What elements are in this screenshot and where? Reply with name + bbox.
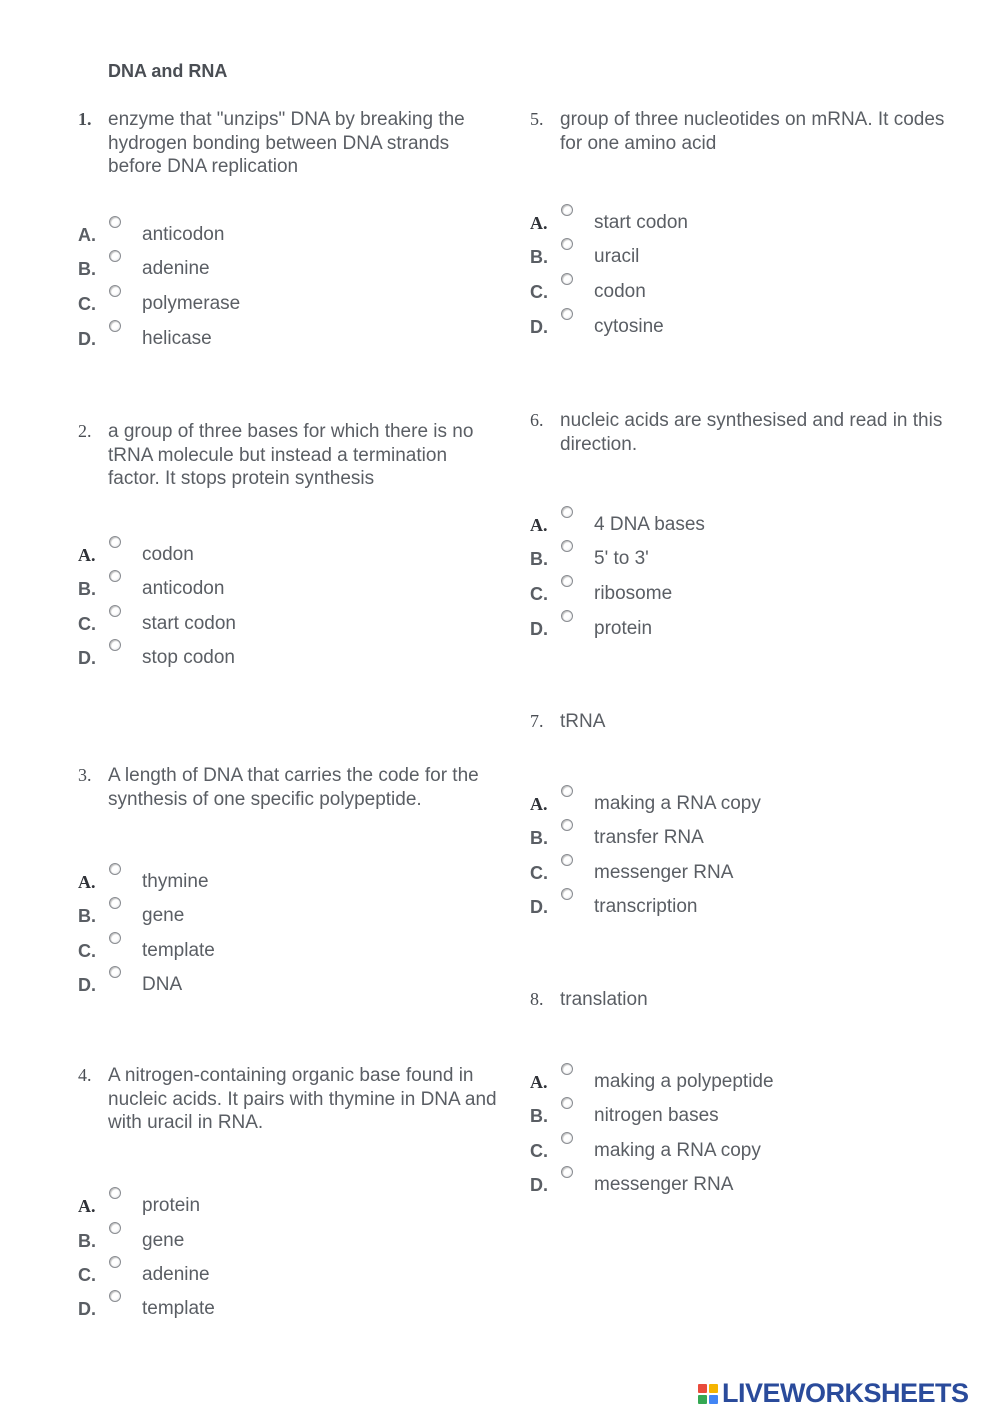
- question-8: [530, 988, 950, 1195]
- option-letter: C.: [530, 1140, 548, 1161]
- option-letter: B.: [78, 578, 96, 599]
- question-1: [78, 108, 498, 349]
- option-text: messenger RNA: [594, 861, 734, 883]
- question-stem: [78, 108, 498, 179]
- option-a[interactable]: [78, 1192, 498, 1222]
- option-text: 4 DNA bases: [594, 514, 705, 535]
- option-letter: B.: [530, 1105, 548, 1126]
- option-d[interactable]: [530, 615, 950, 645]
- option-c[interactable]: [78, 1261, 498, 1291]
- option-text: transcription: [594, 895, 698, 917]
- option-c[interactable]: [78, 610, 498, 640]
- option-letter: D.: [78, 975, 96, 995]
- radio-button[interactable]: [109, 250, 121, 262]
- option-letter: D.: [78, 1298, 96, 1319]
- radio-button[interactable]: [561, 1166, 573, 1178]
- radio-button[interactable]: [109, 932, 121, 944]
- question-4: [78, 1064, 498, 1319]
- question-stem: [530, 409, 950, 456]
- radio-button[interactable]: [109, 216, 121, 228]
- option-a[interactable]: [78, 541, 498, 571]
- question-stem: [530, 988, 950, 1012]
- question-text: A length of DNA that carries the code for the synthesis of one specific polypeptide.: [108, 765, 479, 810]
- option-letter: A.: [78, 872, 96, 892]
- option-letter: C.: [530, 282, 548, 302]
- option-b[interactable]: [530, 824, 950, 854]
- question-text: nucleic acids are synthesised and read in this direction.: [560, 410, 943, 455]
- option-c[interactable]: [530, 580, 950, 610]
- option-c[interactable]: [530, 278, 950, 308]
- option-letter: A.: [530, 1071, 548, 1092]
- question-number: 5.: [530, 109, 544, 129]
- option-d[interactable]: [530, 893, 950, 923]
- option-text: thymine: [142, 871, 209, 892]
- liveworksheets-logo-icon: [698, 1384, 718, 1404]
- option-d[interactable]: [78, 325, 498, 355]
- option-letter: A.: [530, 793, 548, 814]
- option-text: anticodon: [142, 223, 225, 245]
- option-text: stop codon: [142, 646, 235, 668]
- radio-button[interactable]: [109, 285, 121, 297]
- question-3: [78, 764, 498, 995]
- radio-button[interactable]: [561, 308, 573, 320]
- radio-button[interactable]: [561, 854, 573, 866]
- question-text: group of three nucleotides on mRNA. It codes for one amino acid: [560, 109, 945, 154]
- question-text: enzyme that "unzips" DNA by breaking the hydrogen bonding between DNA strands before DNA replication: [108, 109, 465, 177]
- option-c[interactable]: [530, 859, 950, 889]
- option-a[interactable]: [530, 209, 950, 239]
- option-d[interactable]: [78, 644, 498, 674]
- option-letter: A.: [530, 515, 548, 535]
- option-text: cytosine: [594, 316, 664, 337]
- option-letter: B.: [530, 549, 548, 569]
- option-b[interactable]: [530, 545, 950, 575]
- option-d[interactable]: [78, 1295, 498, 1325]
- radio-button[interactable]: [109, 536, 121, 548]
- option-a[interactable]: [530, 1068, 950, 1098]
- question-number: 6.: [530, 410, 544, 430]
- question-stem: [78, 420, 498, 491]
- option-a[interactable]: [530, 511, 950, 541]
- question-stem: [530, 108, 950, 155]
- option-a[interactable]: [78, 221, 498, 251]
- option-text: DNA: [142, 974, 183, 995]
- option-c[interactable]: [530, 1137, 950, 1167]
- option-b[interactable]: [78, 902, 498, 932]
- option-letter: C.: [78, 941, 96, 961]
- radio-button[interactable]: [561, 575, 573, 587]
- option-letter: C.: [78, 293, 96, 314]
- option-letter: D.: [530, 896, 548, 917]
- radio-button[interactable]: [561, 540, 573, 552]
- question-text: tRNA: [560, 711, 606, 732]
- radio-button[interactable]: [109, 1187, 121, 1199]
- option-letter: D.: [530, 1174, 548, 1195]
- option-letter: B.: [78, 1230, 96, 1251]
- option-text: start codon: [142, 612, 236, 634]
- option-text: making a polypeptide: [594, 1070, 774, 1092]
- option-letter: C.: [530, 584, 548, 604]
- option-d[interactable]: [530, 1171, 950, 1201]
- radio-button[interactable]: [109, 1256, 121, 1268]
- question-number: 4.: [78, 1065, 92, 1085]
- option-b[interactable]: [78, 1227, 498, 1257]
- page-title: DNA and RNA: [108, 61, 228, 81]
- option-text: polymerase: [142, 292, 241, 314]
- option-letter: D.: [78, 328, 96, 349]
- option-text: codon: [142, 543, 194, 565]
- question-number: 8.: [530, 989, 544, 1009]
- option-letter: C.: [530, 862, 548, 883]
- option-text: helicase: [142, 327, 212, 349]
- logo-tile: [698, 1395, 707, 1404]
- option-text: ribosome: [594, 583, 673, 604]
- radio-button[interactable]: [561, 785, 573, 797]
- question-2: [78, 420, 498, 668]
- option-d[interactable]: [530, 313, 950, 343]
- option-c[interactable]: [78, 290, 498, 320]
- option-letter: A.: [530, 213, 548, 233]
- option-text: start codon: [594, 212, 688, 233]
- option-text: 5' to 3': [594, 548, 649, 569]
- option-letter: A.: [78, 1195, 96, 1216]
- option-b[interactable]: [530, 243, 950, 273]
- option-a[interactable]: [530, 790, 950, 820]
- radio-button[interactable]: [561, 1132, 573, 1144]
- option-b[interactable]: [530, 1102, 950, 1132]
- option-text: messenger RNA: [594, 1173, 734, 1195]
- radio-button[interactable]: [109, 966, 121, 978]
- option-b[interactable]: [78, 255, 498, 285]
- option-b[interactable]: [78, 575, 498, 605]
- option-letter: B.: [78, 258, 96, 279]
- question-number: 3.: [78, 765, 92, 785]
- option-letter: B.: [78, 906, 96, 926]
- radio-button[interactable]: [109, 605, 121, 617]
- question-text: translation: [560, 989, 648, 1010]
- question-number: 1.: [78, 109, 92, 129]
- option-letter: D.: [530, 317, 548, 337]
- radio-button[interactable]: [561, 238, 573, 250]
- logo-tile: [698, 1384, 707, 1393]
- option-letter: D.: [530, 619, 548, 639]
- option-text: gene: [142, 905, 185, 926]
- option-text: nitrogen bases: [594, 1104, 719, 1126]
- option-letter: B.: [530, 827, 548, 848]
- radio-button[interactable]: [561, 506, 573, 518]
- radio-button[interactable]: [561, 1097, 573, 1109]
- question-7: [530, 710, 950, 917]
- option-text: transfer RNA: [594, 826, 704, 848]
- radio-button[interactable]: [561, 273, 573, 285]
- radio-button[interactable]: [561, 204, 573, 216]
- radio-button[interactable]: [109, 639, 121, 651]
- option-letter: B.: [530, 247, 548, 267]
- option-text: protein: [594, 618, 653, 639]
- radio-button[interactable]: [561, 610, 573, 622]
- radio-button[interactable]: [109, 1222, 121, 1234]
- question-5: [530, 108, 950, 337]
- question-text: A nitrogen-containing organic base found in nucleic acids. It pairs with thymine in DNA and with uracil in RNA.: [108, 1065, 497, 1133]
- logo-tile: [709, 1384, 718, 1393]
- question-6: [530, 409, 950, 639]
- question-number: 7.: [530, 711, 544, 731]
- option-letter: A.: [78, 224, 96, 245]
- option-letter: A.: [78, 544, 96, 565]
- option-text: adenine: [142, 1263, 210, 1285]
- option-text: codon: [594, 281, 646, 302]
- radio-button[interactable]: [561, 819, 573, 831]
- question-text: a group of three bases for which there is no tRNA molecule but instead a termination factor. It stops protein synthesis: [108, 421, 474, 489]
- option-a[interactable]: [78, 868, 498, 898]
- question-number: 2.: [78, 421, 92, 441]
- radio-button[interactable]: [109, 1290, 121, 1302]
- question-stem: [78, 764, 498, 811]
- option-text: gene: [142, 1229, 185, 1251]
- option-d[interactable]: [78, 971, 498, 1001]
- radio-button[interactable]: [109, 320, 121, 332]
- radio-button[interactable]: [109, 897, 121, 909]
- radio-button[interactable]: [109, 863, 121, 875]
- option-c[interactable]: [78, 937, 498, 967]
- option-letter: D.: [78, 647, 96, 668]
- option-letter: C.: [78, 613, 96, 634]
- option-text: uracil: [594, 246, 640, 267]
- option-text: protein: [142, 1194, 201, 1216]
- option-text: template: [142, 1297, 215, 1319]
- option-text: anticodon: [142, 577, 225, 599]
- logo-text: LIVEWORKSHEETS: [722, 1378, 969, 1408]
- liveworksheets-logo[interactable]: [698, 1378, 969, 1409]
- option-text: template: [142, 940, 215, 961]
- question-stem: [78, 1064, 498, 1135]
- radio-button[interactable]: [561, 888, 573, 900]
- option-text: adenine: [142, 257, 210, 279]
- logo-tile: [709, 1395, 718, 1404]
- radio-button[interactable]: [561, 1063, 573, 1075]
- radio-button[interactable]: [109, 570, 121, 582]
- option-text: making a RNA copy: [594, 792, 761, 814]
- option-text: making a RNA copy: [594, 1139, 761, 1161]
- option-letter: C.: [78, 1264, 96, 1285]
- question-stem: [530, 710, 950, 734]
